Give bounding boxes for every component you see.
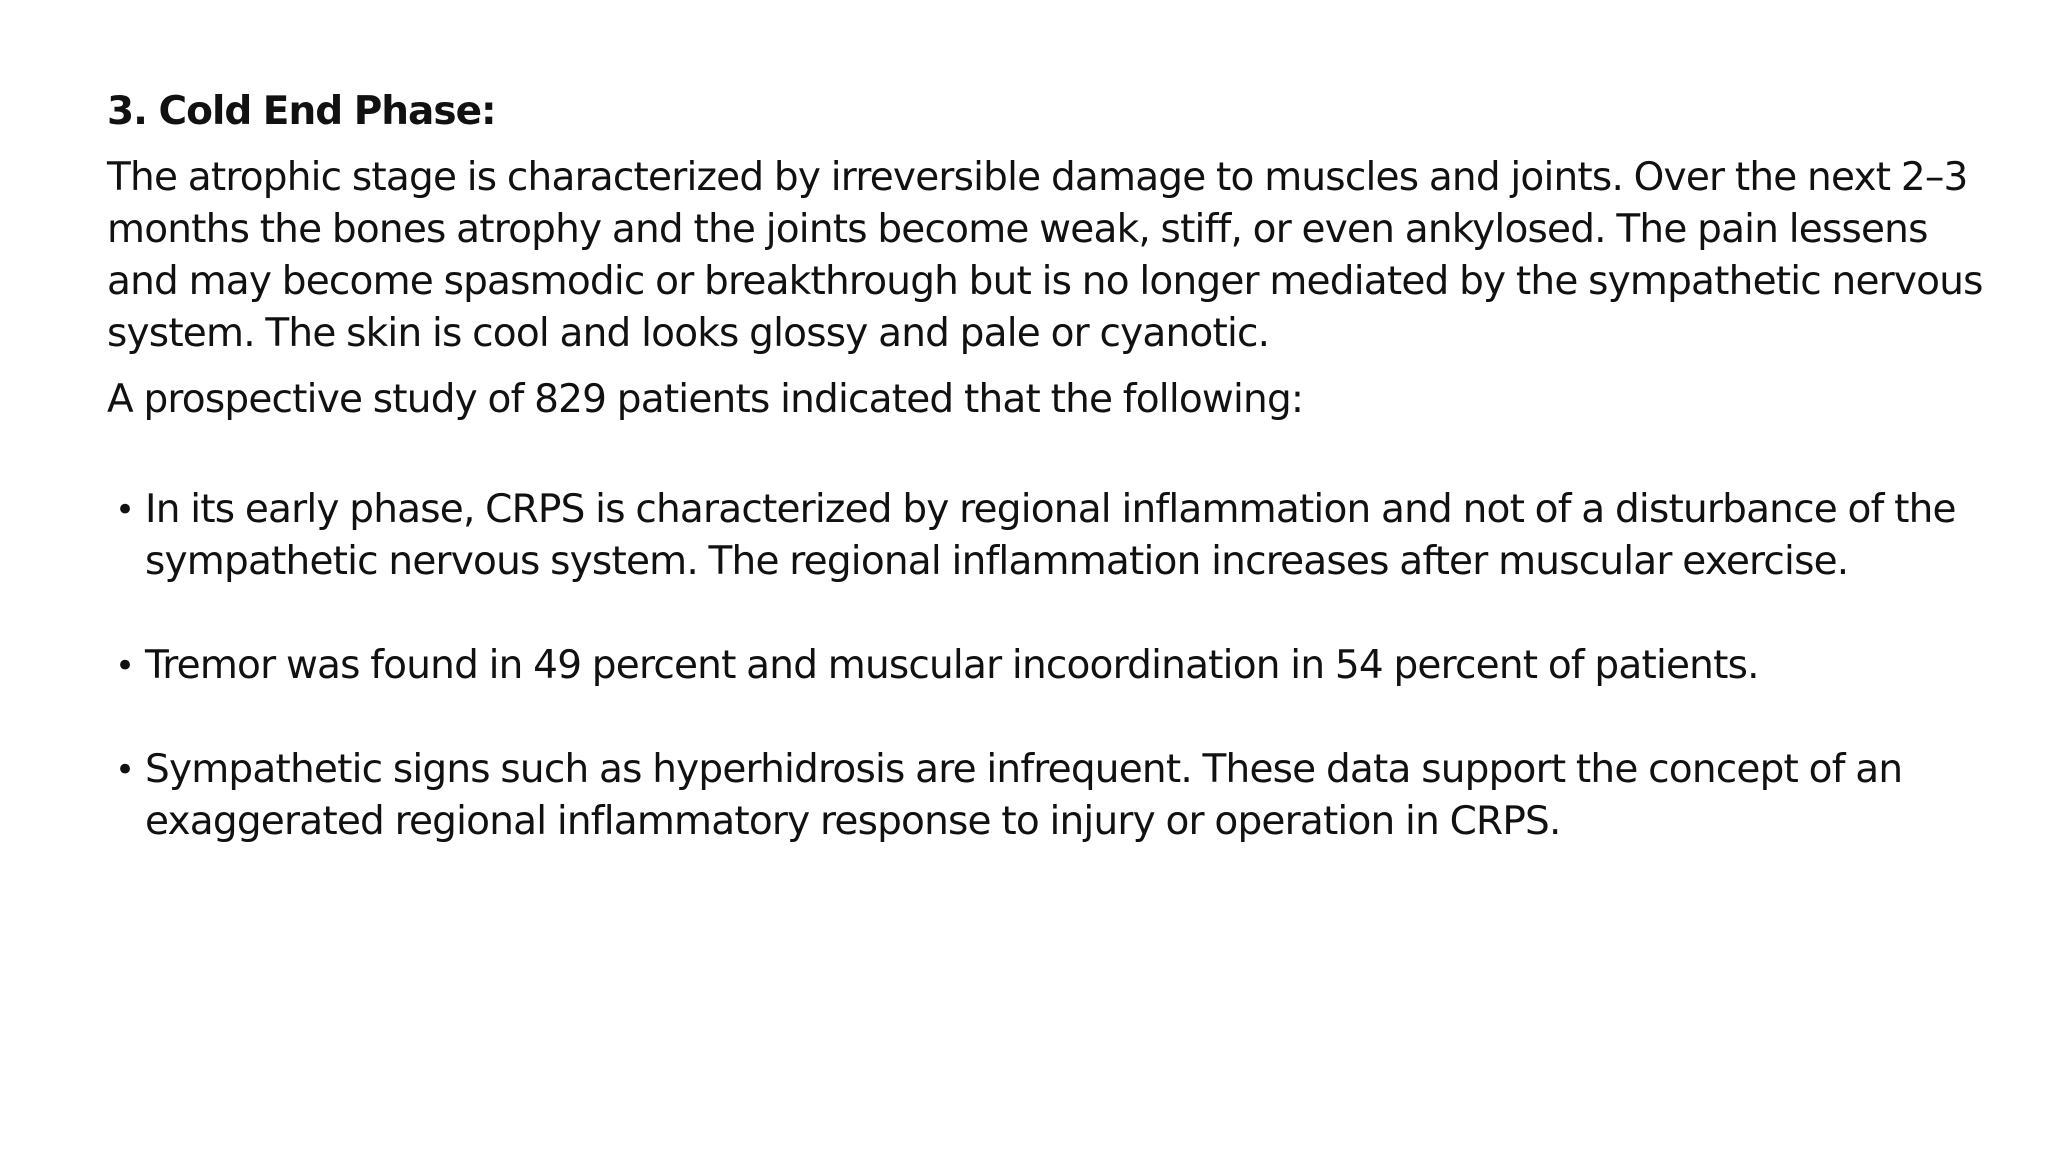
list-item [107,744,1987,848]
slide-content [107,86,1987,900]
list-item-text: Tremor was found in 49 percent and muscular incoordination in 54 percent of patients. [145,643,1759,688]
section-heading: 3. Cold End Phase: [107,89,496,134]
list-item-text: In its early phase, CRPS is characterized by regional inflammation and not of a disturbance of the sympathetic nervous system. The regional inflammation increases after muscular exercise. [145,487,1956,584]
atrophic-stage-paragraph: The atrophic stage is characterized by irreversible damage to muscles and joints. Over the next 2–3 months the bones atrophy and the joints become weak, stiff, or even ankylosed. The pain lessens and may become spasmodic or breakthrough but is no longer mediated by the sympathetic nervous system. The skin is cool and looks glossy and pale or cyanotic. [107,155,1983,356]
findings-list [107,484,1987,848]
list-item-text: Sympathetic signs such as hyperhidrosis are infrequent. These data support the concept of an exaggerated regional inflammatory response to injury or operation in CRPS. [145,747,1903,844]
bullet-icon: • [115,646,135,686]
list-item [107,640,1987,692]
study-intro-paragraph: A prospective study of 829 patients indicated that the following: [107,377,1304,422]
list-item [107,484,1987,588]
bullet-icon: • [115,750,135,790]
bullet-icon: • [115,490,135,530]
